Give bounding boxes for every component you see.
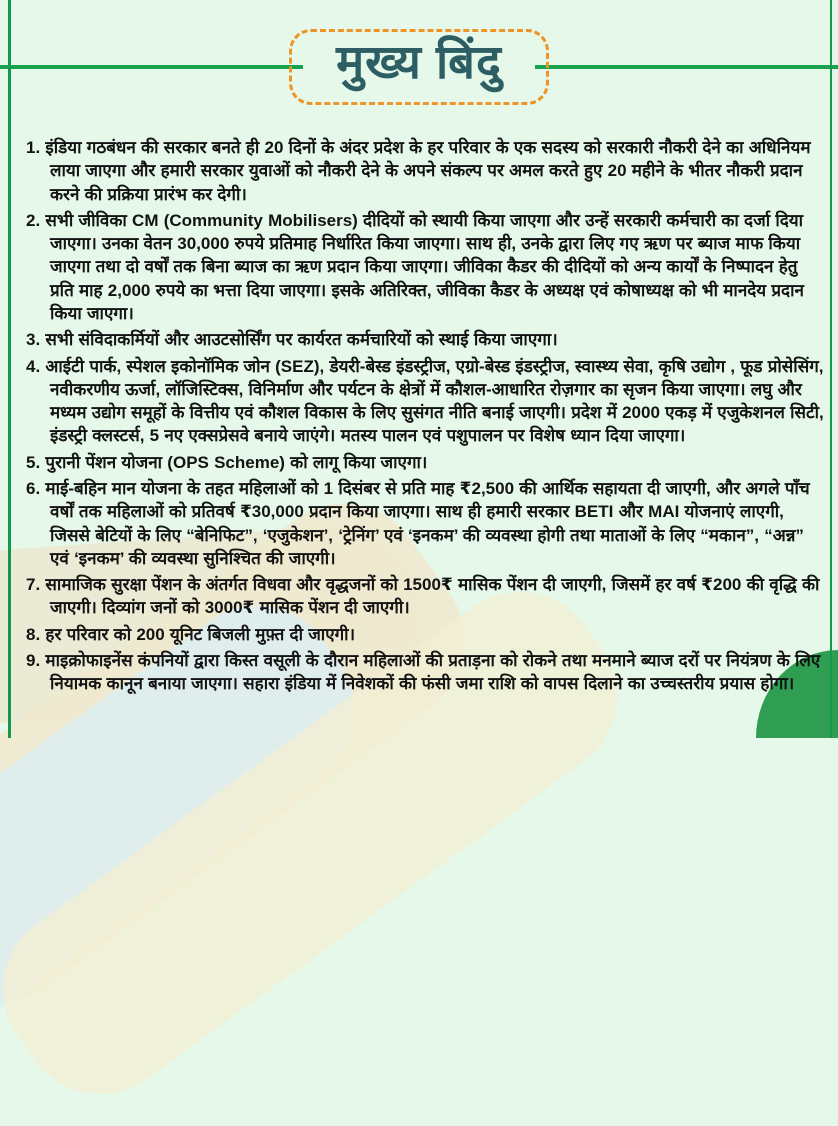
page-title: मुख्य बिंदु <box>336 34 502 88</box>
point-number: 7. <box>26 575 41 595</box>
point-text: पुरानी पेंशन योजना (OPS Scheme) को लागू किया जाएगा। <box>45 452 428 472</box>
point-text: हर परिवार को 200 यूनिट बिजली मुफ़्त दी जाएगी। <box>45 624 356 644</box>
right-border-line <box>830 0 833 738</box>
point-text: आईटी पार्क, स्पेशल इकोनॉमिक जोन (SEZ), डेयरी-बेस्ड इंडस्ट्रीज, एग्रो-बेस्ड इंडस्ट्रीज, स्वास्थ्य सेवा, कृषि उद्योग , फूड प्रोसेसिंग, नवीकरणीय ऊर्जा, लॉजिस्टिक्स, विनिर्माण और पर्यटन के क्षेत्रों में कौशल-आधारित रोज़गार का सृजन किया जाएगा। लघु और मध्यम उद्योग समूहों के वित्तीय एवं कौशल विकास के लिए सुसंगत नीति बनाई जाएगी। प्रदेश में 2000 एकड़ में एजुकेशनल सिटी, इंडस्ट्री क्लस्टर्स, 5 नए एक्सप्रेसवे बनाये जाएंगे। मतस्य पालन एवं पशुपालन पर विशेष ध्यान दिया जाएगा। <box>45 356 824 446</box>
list-item <box>26 623 826 646</box>
list-item <box>26 451 826 474</box>
point-number: 4. <box>26 356 41 376</box>
list-item <box>26 573 826 620</box>
list-item <box>26 649 826 696</box>
point-text: सामाजिक सुरक्षा पेंशन के अंतर्गत विधवा और वृद्धजनों को 1500₹ मासिक पेंशन दी जाएगी, जिसमें हर वर्ष ₹200 की वृद्धि की जाएगी। दिव्यांग जनों को 3000₹ मासिक पेंशन दी जाएगी। <box>45 575 820 618</box>
point-text: माई-बहिन मान योजना के तहत महिलाओं को 1 दिसंबर से प्रति माह ₹2,500 की आर्थिक सहायता दी जाएगी, और अगले पाँच वर्षों तक महिलाओं को प्रतिवर्ष ₹30,000 प्रदान किया जाएगा। साथ ही हमारी सरकार BETI और MAI योजनाएं लाएगी, जिससे बेटियों के लिए “बेनिफिट”, ‘एजुकेशन’, ‘ट्रेनिंग’ एवं ‘इनकम’ की व्यवस्था होगी तथा माताओं के लिए “मकान”, “अन्न” एवं ‘इनकम’ की व्यवस्था सुनिश्चित की जाएगी। <box>45 478 810 568</box>
list-item <box>26 477 826 570</box>
point-number: 6. <box>26 478 41 498</box>
point-number: 2. <box>26 210 41 230</box>
header <box>0 26 838 108</box>
header-rule-left <box>0 65 303 69</box>
point-text: इंडिया गठबंधन की सरकार बनते ही 20 दिनों के अंदर प्रदेश के हर परिवार के एक सदस्य को सरकारी नौकरी देने का अधिनियम लाया जाएगा और हमारी सरकार युवाओं को नौकरी देने के अपने संकल्प पर अमल करते हुए 20 महीने के भीतर नौकरी प्रदान करने की प्रक्रिया प्रारंभ कर देगी। <box>45 138 811 204</box>
point-text: सभी जीविका CM (Community Mobilisers) दीदियों को स्थायी किया जाएगा और उन्हें सरकारी कर्मचारी का दर्जा दिया जाएगा। उनका वेतन 30,000 रुपये प्रतिमाह निर्धारित किया जाएगा। साथ ही, उनके द्वारा लिए गए ऋण पर ब्याज माफ किया जाएगा तथा दो वर्षों तक बिना ब्याज का ऋण प्रदान किया जाएगा। जीविका कैडर की दीदियों को अन्य कार्यों के निष्पादन हेतु प्रति माह 2,000 रुपये का भत्ता दिया जाएगा। इसके अतिरिक्त, जीविका कैडर के अध्यक्ष एवं कोषाध्यक्ष को भी मानदेय प्रदान किया जाएगा। <box>45 210 804 323</box>
points-list <box>26 136 826 695</box>
point-number: 5. <box>26 452 41 472</box>
point-number: 3. <box>26 330 41 350</box>
list-item <box>26 209 826 325</box>
left-border-line <box>8 0 11 738</box>
point-number: 1. <box>26 138 41 157</box>
list-item <box>26 136 826 206</box>
point-number: 8. <box>26 624 41 644</box>
point-text: सभी संविदाकर्मियों और आउटसोर्सिंग पर कार्यरत कर्मचारियों को स्थाई किया जाएगा। <box>45 330 558 350</box>
list-item <box>26 355 826 448</box>
list-item <box>26 328 826 351</box>
point-text: माइक्रोफाइनेंस कंपनियों द्वारा किस्त वसूली के दौरान महिलाओं की प्रताड़ना को रोकने तथा मनमाने ब्याज दरों पर नियंत्रण के लिए नियामक कानून बनाया जाएगा। सहारा इंडिया में निवेशकों की फंसी जमा राशि को वापस दिलाने का उच्चस्तरीय प्रयास होगा। <box>45 650 821 694</box>
title-box <box>289 29 549 105</box>
point-number: 9. <box>26 650 41 670</box>
header-rule-right <box>535 65 838 69</box>
